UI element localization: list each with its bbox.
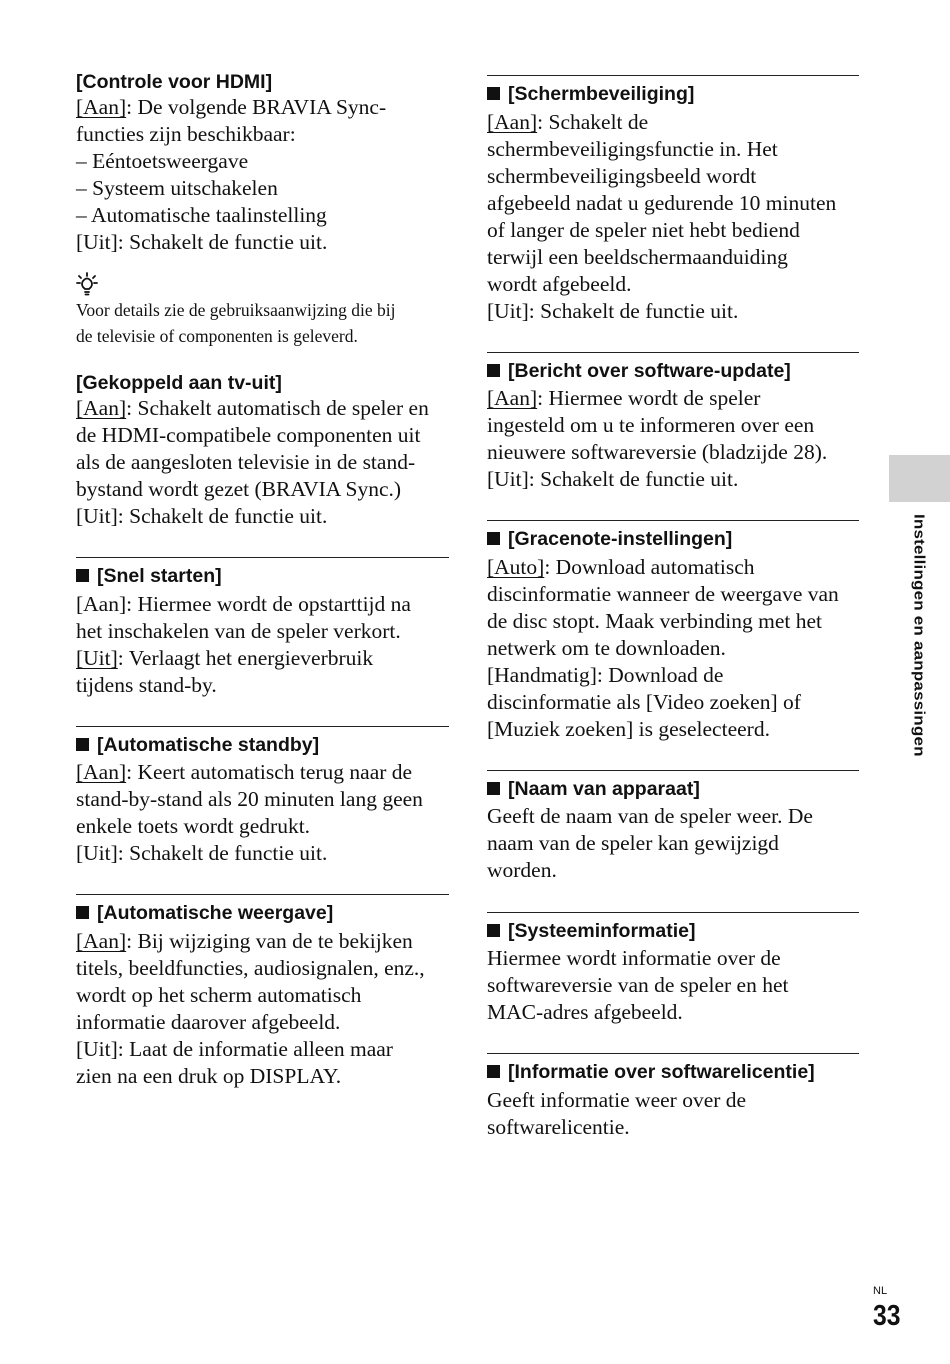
heading-gekoppeld-aan-tv-uit: [Gekoppeld aan tv-uit] [76,372,282,394]
heading-systeeminformatie [487,919,859,943]
section-automatische-weergave-body [76,928,449,1090]
square-bullet-icon [76,906,89,919]
text-line: : Download automatisch [544,555,755,579]
heading-text: [Automatische weergave] [97,902,334,924]
text-line: MAC-adres afgebeeld. [487,1000,683,1024]
section-controle-hdmi-body [76,94,449,256]
text-line: bystand wordt gezet (BRAVIA Sync.) [76,477,402,501]
text-line: als de aangesloten televisie in de stand- [76,450,416,474]
heading-informatie-softwarelicentie [487,1060,859,1084]
tip-text [76,297,449,349]
section-systeem-body [487,945,859,1026]
text-line: [Uit]: Schakelt de functie uit. [487,467,739,491]
heading-text: [Naam van apparaat] [508,778,700,800]
page-number: 33 [873,1300,901,1332]
section-licentie-body [487,1087,859,1141]
square-bullet-icon [487,87,500,100]
divider [76,894,449,895]
text-line: functies zijn beschikbaar: [76,122,296,146]
text-line: : De volgende BRAVIA Sync- [126,95,387,119]
text-line: tijdens stand-by. [76,673,217,697]
heading-text: [Bericht over software-update] [508,360,791,382]
text-line: de HDMI-compatibele componenten uit [76,423,421,447]
divider [76,726,449,727]
text-line: [Uit]: Schakelt de functie uit. [76,230,328,254]
square-bullet-icon [76,738,89,751]
text-line: : Keert automatisch terug naar de [126,760,413,784]
heading-text: [Informatie over softwarelicentie] [508,1061,815,1083]
text-line: Geeft informatie weer over de [487,1088,747,1112]
text-line: : Hiermee wordt de speler [537,386,761,410]
heading-text: [Systeeminformatie] [508,920,696,942]
text-line: [Handmatig]: Download de [487,663,724,687]
square-bullet-icon [487,364,500,377]
section-automatische-standby-body [76,759,449,867]
text-line: Geeft de naam van de speler weer. De [487,804,813,828]
heading-controle-hdmi: [Controle voor HDMI] [76,71,273,93]
section-snel-starten-body [76,591,449,699]
square-bullet-icon [487,924,500,937]
text-line: informatie daarover afgebeeld. [76,1010,341,1034]
divider [487,352,859,353]
list-item: – Eéntoetsweergave [76,149,249,173]
heading-text: [Gracenote-instellingen] [508,528,733,550]
text-line: worden. [487,858,557,882]
list-item: – Systeem uitschakelen [76,176,278,200]
square-bullet-icon [76,569,89,582]
text-line: Voor details zie de gebruiksaanwijzing die bij [76,300,396,320]
setting-value-aan: [Aan] [76,760,127,784]
setting-value-aan: [Aan] [76,929,127,953]
heading-schermbeveiliging [487,82,859,106]
text-line: titels, beeldfuncties, audiosignalen, enz., [76,956,425,980]
text-line: wordt op het scherm automatisch [76,983,362,1007]
text-line: discinformatie wanneer de weergave van [487,582,839,606]
section-bericht-body [487,385,859,493]
section-gekoppeld-body [76,395,449,530]
text-line: Hiermee wordt informatie over de [487,946,781,970]
text-line: : Schakelt de [537,110,649,134]
text-line: wordt afgebeeld. [487,272,632,296]
text-line: afgebeeld nadat u gedurende 10 minuten [487,191,837,215]
heading-naam-van-apparaat [487,777,859,801]
text-line: de televisie of componenten is geleverd. [76,326,358,346]
section-schermbeveiliging-body [487,109,859,325]
setting-value-aan: [Aan] [487,386,538,410]
text-line: de disc stopt. Maak verbinding met het [487,609,822,633]
text-line: stand-by-stand als 20 minuten lang geen [76,787,423,811]
text-line: discinformatie als [Video zoeken] of [487,690,801,714]
text-line: softwareversie van de speler en het [487,973,789,997]
text-line: naam van de speler kan gewijzigd [487,831,779,855]
chapter-tab-marker [889,455,950,502]
text-line: ingesteld om u te informeren over een [487,413,815,437]
text-line: [Uit]: Schakelt de functie uit. [76,841,328,865]
text-line: [Uit]: Schakelt de functie uit. [76,504,328,528]
heading-bericht-software-update [487,359,859,383]
section-gracenote-body [487,554,859,743]
text-line: : Bij wijziging van de te bekijken [126,929,413,953]
heading-gracenote-instellingen [487,527,859,551]
setting-value-auto: [Auto] [487,555,545,579]
text-line: [Muziek zoeken] is geselecteerd. [487,717,770,741]
setting-value-aan: [Aan] [76,396,127,420]
setting-value-aan: [Aan] [76,95,127,119]
square-bullet-icon [487,532,500,545]
text-line: [Aan]: Hiermee wordt de opstarttijd na [76,592,411,616]
heading-snel-starten [76,564,449,588]
text-line: netwerk om te downloaden. [487,636,726,660]
text-line: [Uit]: Laat de informatie alleen maar [76,1037,393,1061]
divider [76,557,449,558]
heading-text: [Automatische standby] [97,734,320,756]
heading-text: [Snel starten] [97,565,222,587]
text-line: schermbeveiligingsfunctie in. Het [487,137,778,161]
section-naam-body [487,803,859,884]
text-line: [Uit]: Schakelt de functie uit. [487,299,739,323]
text-line: nieuwere softwareversie (bladzijde 28). [487,440,828,464]
text-line: schermbeveiligingsbeeld wordt [487,164,757,188]
text-line: of langer de speler niet hebt bediend [487,218,800,242]
square-bullet-icon [487,1065,500,1078]
list-item: – Automatische taalinstelling [76,203,327,227]
square-bullet-icon [487,782,500,795]
divider [487,520,859,521]
lightbulb-icon [76,272,98,296]
text-line: het inschakelen van de speler verkort. [76,619,401,643]
divider [487,75,859,76]
divider [487,912,859,913]
chapter-side-label: Instellingen en aanpassingen [910,514,928,757]
text-line: terwijl een beeldschermaanduiding [487,245,788,269]
heading-automatische-standby [76,733,449,757]
text-line: zien na een druk op DISPLAY. [76,1064,342,1088]
language-code: NL [873,1285,888,1297]
text-line: : Schakelt automatisch de speler en [126,396,429,420]
heading-automatische-weergave [76,901,449,925]
text-line: enkele toets wordt gedrukt. [76,814,311,838]
divider [487,1053,859,1054]
text-line: : Verlaagt het energieverbruik [117,646,374,670]
divider [487,770,859,771]
heading-text: [Schermbeveiliging] [508,83,695,105]
setting-value-aan: [Aan] [487,110,538,134]
text-line: softwarelicentie. [487,1115,630,1139]
setting-value-uit: [Uit] [76,646,118,670]
